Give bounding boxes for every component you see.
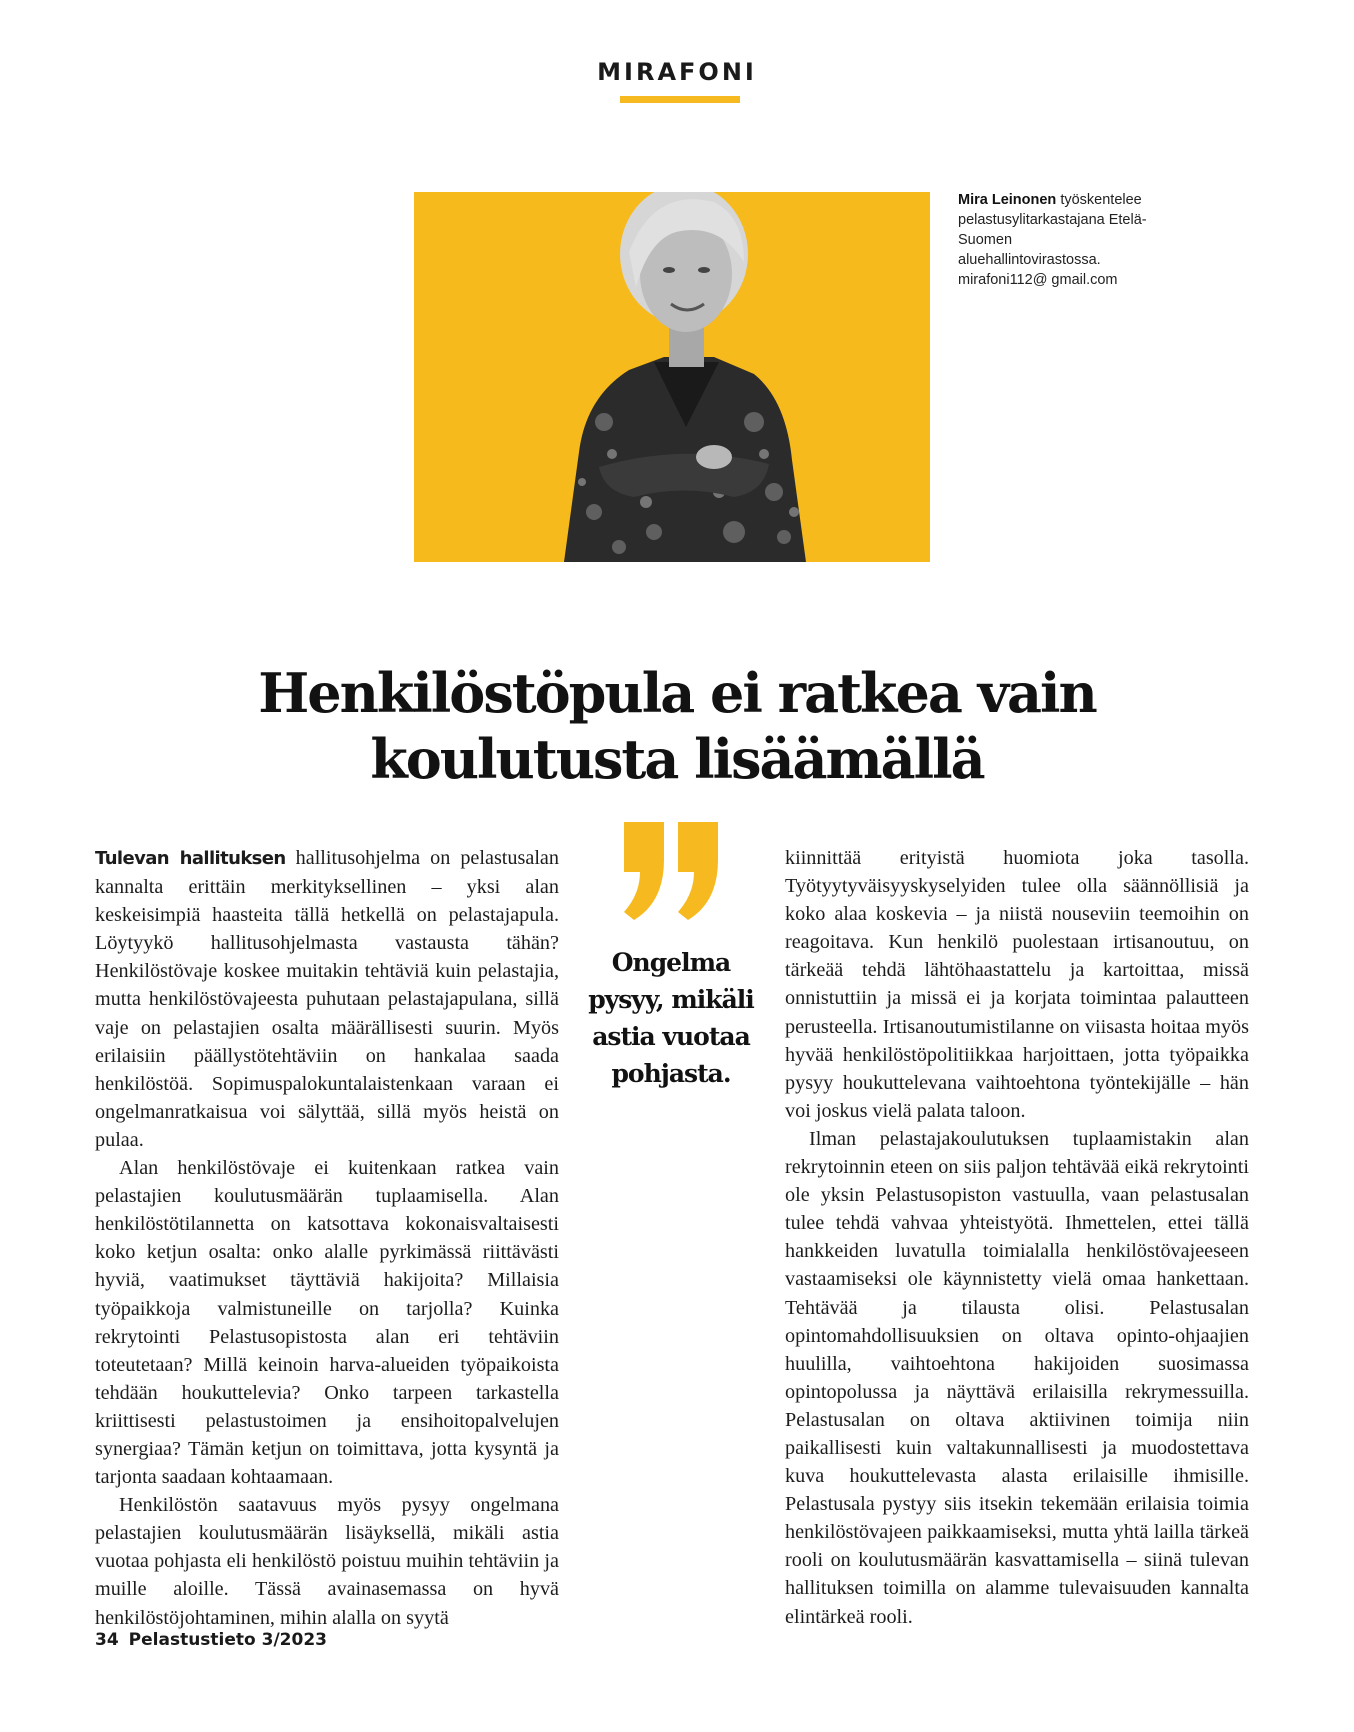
column-right [785, 844, 1249, 1631]
publication-name: Pelastustieto 3/2023 [128, 1630, 327, 1650]
paragraph-3: Henkilöstön saatavuus myös pysyy ongelmana pelastajien koulutusmäärän lisäyksellä, mikäli astia vuotaa pohjasta eli henkilöstö poistuu muihin tehtäviin ja muille aloille. Tässä avainasemassa on hyvä henkilöstöjohtaminen, mihin alalla on syytä [95, 1494, 559, 1629]
author-name: Mira Leinonen [958, 192, 1057, 208]
headline-line-1: Henkilöstöpula ei ratkea vain [258, 661, 1096, 725]
paragraph-5: Ilman pelastajakoulutuksen tuplaamistakin alan rekrytoinnin eteen on siis paljon tehtävää eikä rekrytointi ole yksin Pelastusopiston vastuulla, vaan pelastusalan tulee tehdä vahvaa yhteistyötä. Ihmettelen, ettei tällä hankkeiden luvatulla toimialalla henkilöstövajeeseen vastaamiseksi ole käynnistetty vielä omaa hankettaan. Tehtävää ja tilausta olisi. Pelastusalan opintomahdollisuuksien on oltava opinto-ohjaajien huulilla, vaihtoehtona hakijoiden suosimassa opintopolussa ja näyttävä erilaisilla rekrymessuilla. Pelastusalan on oltava aktiivinen toimija niin paikallisesti kuin valtakunnallisesti ja muodostettava kuva houkuttelevasta alasta erilaisille ihmisille. Pelastusala pystyy siis itsekin tekemään erilaisia toimia henkilöstövajeen paikkaamiseksi, mutta yhtä lailla tärkeä rooli on koulutusmäärän kasvattamisella – siinä tulevan hallituksen toimilla on alamme tulevaisuuden kannalta elintärkeä rooli. [785, 1127, 1249, 1628]
article-headline [0, 660, 1354, 792]
paragraph-4: kiinnittää erityistä huomiota joka tasolla. Työtyytyväisyyskyselyiden tulee olla säännöllisiä ja koko alaa koskevia – ja niistä nouseviin teemoihin on reagoitava. Kun henkilö puolestaan irtisanoutuu, on tärkeää tehdä lähtöhaastattelu ja kartoittaa, missä onnistuttiin ja missä ei ja korjata toimintaa palautteen perusteella. Irtisanoutumistilanne on viisasta hoitaa myös hyvää henkilöstöpolitiikkaa harjoittaen, jotta työpaikka pysyy houkuttelevana vaihtoehtona työntekijälle – hän voi joskus vielä palata taloon. [785, 847, 1249, 1122]
author-bio: työskentelee pelastusylitarkastajana Etelä-Suomen aluehallintovirastossa. mirafoni112@ gmail.com [958, 192, 1147, 288]
paragraph-2: Alan henkilöstövaje ei kuitenkaan ratkea vain pelastajien koulutusmäärän tuplaamisella. Alan henkilöstötilannetta on katsottava kokonaisvaltaisesti koko ketjun osalta: onko alalle pyrkimässä riittävästi hyviä, vaatimukset täyttäviä hakijoita? Millaisia työpaikkoja valmistuneille on tarjolla? Kuinka rekrytointi Pelastusopistosta alan eri tehtäviin toteutetaan? Millä keinoin harva-alueiden työpaikoista tehdään houkuttelevia? Onko tarpeen tarkastella kriittisesti pelastustoimen ja ensihoitopalvelujen synergiaa? Tämän ketjun on toimittava, jotta kysyntä ja tarjonta saadaan kohtaamaan. [95, 1157, 559, 1489]
author-photo [414, 192, 930, 562]
column-left [95, 844, 559, 1632]
section-label: MIRAFONI [597, 58, 757, 86]
portrait-image [414, 192, 930, 562]
page-footer [95, 1630, 337, 1650]
pull-quote: Ongelma pysyy, mikäli astia vuotaa pohjasta. [588, 948, 754, 1088]
page-number: 34 [95, 1630, 119, 1650]
author-caption [958, 190, 1148, 290]
lead-in: Tulevan hallituksen [95, 848, 286, 869]
section-underline [620, 96, 740, 103]
paragraph-1: Tulevan hallituksen hallitusohjelma on pelastusalan kannalta erittäin merkityksellinen – yksi alan keskeisimpiä haasteita tällä hetkellä on pelastajapula. Löytyykö hallitusohjelmasta vastausta tähän? Henkilöstövaje koskee muitakin tehtäviä kuin pelastajia, mutta henkilöstövajeesta puhutaan pelastajapulana, sillä vaje on pelastajien osalta määrällisesti suurin. Myös erilaisiin päällystötehtäviin on hankalaa saada henkilöstöä. Sopimuspalokuntalaistenkaan varaan ei ongelmanratkaisua voi sälyttää, sillä myös heistä on pulaa. [95, 847, 559, 1151]
quote-mark-icon [622, 822, 722, 922]
headline-line-2: koulutusta lisäämällä [370, 727, 984, 791]
